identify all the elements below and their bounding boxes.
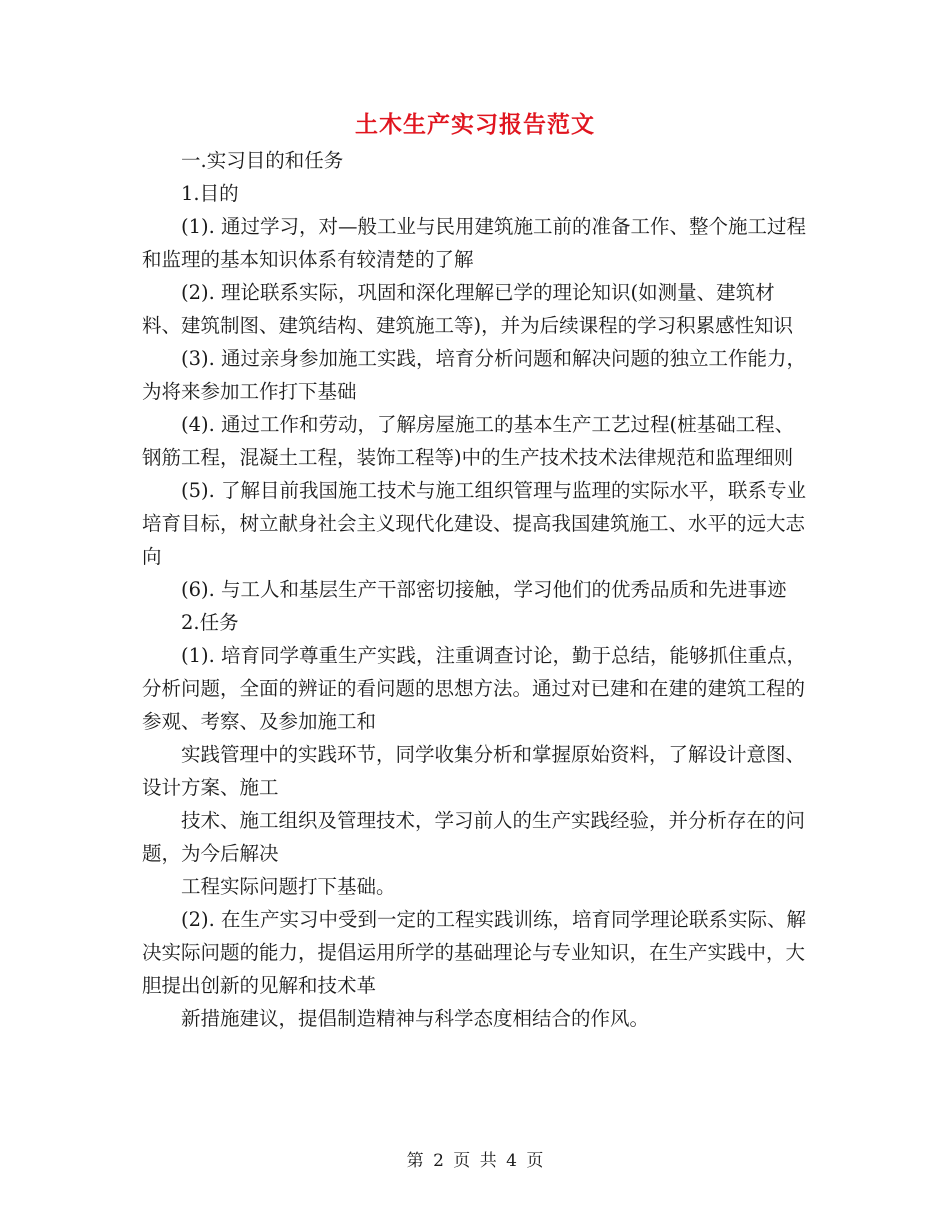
paragraph: (2). 理论联系实际，巩固和深化理解已学的理论知识(如测量、建筑材料、建筑制图、建筑结构、建筑施工等)，并为后续课程的学习积累感性知识 <box>142 281 794 337</box>
paragraph: (4). 通过工作和劳动，了解房屋施工的基本生产工艺过程(桩基础工程、钢筋工程，混凝土工程，装饰工程等)中的生产技术技术法律规范和监理细则 <box>142 413 795 469</box>
paragraph: (3). 通过亲身参加施工实践，培育分析问题和解决问题的独立工作能力，为将来参加工作打下基础 <box>142 347 807 403</box>
subsection-heading: 2.任务 <box>181 611 239 634</box>
document-body <box>142 144 812 1035</box>
paragraph: 工程实际问题打下基础。 <box>181 875 396 898</box>
paragraph: (1). 通过学习，对—般工业与民用建筑施工前的准备工作、整个施工过程和监理的基本知识体系有较清楚的了解 <box>142 215 807 271</box>
paragraph: (2). 在生产实习中受到一定的工程实践训练，培育同学理论联系实际、解决实际问题的能力，提倡运用所学的基础理论与专业知识，在生产实践中，大胆提出创新的见解和技术革 <box>142 908 807 997</box>
document-title: 土木生产实习报告范文 <box>355 111 595 138</box>
paragraph: 实践管理中的实践环节，同学收集分析和掌握原始资料，了解设计意图、设计方案、施工 <box>142 743 806 799</box>
section-heading: 一.实习目的和任务 <box>181 149 344 172</box>
subsection-heading: 1.目的 <box>181 182 239 205</box>
paragraph: (1). 培育同学尊重生产实践，注重调查讨论，勤于总结，能够抓住重点，分析问题，全面的辨证的看问题的思想方法。通过对已建和在建的建筑工程的参观、考察、及参加施工和 <box>142 644 807 733</box>
page-number: 第 2 页 共 4 页 <box>406 1151 544 1171</box>
paragraph: (6). 与工人和基层生产干部密切接触，学习他们的优秀品质和先进事迹 <box>181 578 787 601</box>
paragraph: 新措施建议，提倡制造精神与科学态度相结合的作风。 <box>181 1007 650 1030</box>
paragraph: 技术、施工组织及管理技术，学习前人的生产实践经验，并分析存在的问题，为今后解决 <box>142 809 806 865</box>
paragraph: (5). 了解目前我国施工技术与施工组织管理与监理的实际水平，联系专业培育目标，树立献身社会主义现代化建设、提高我国建筑施工、水平的远大志向 <box>142 479 807 568</box>
